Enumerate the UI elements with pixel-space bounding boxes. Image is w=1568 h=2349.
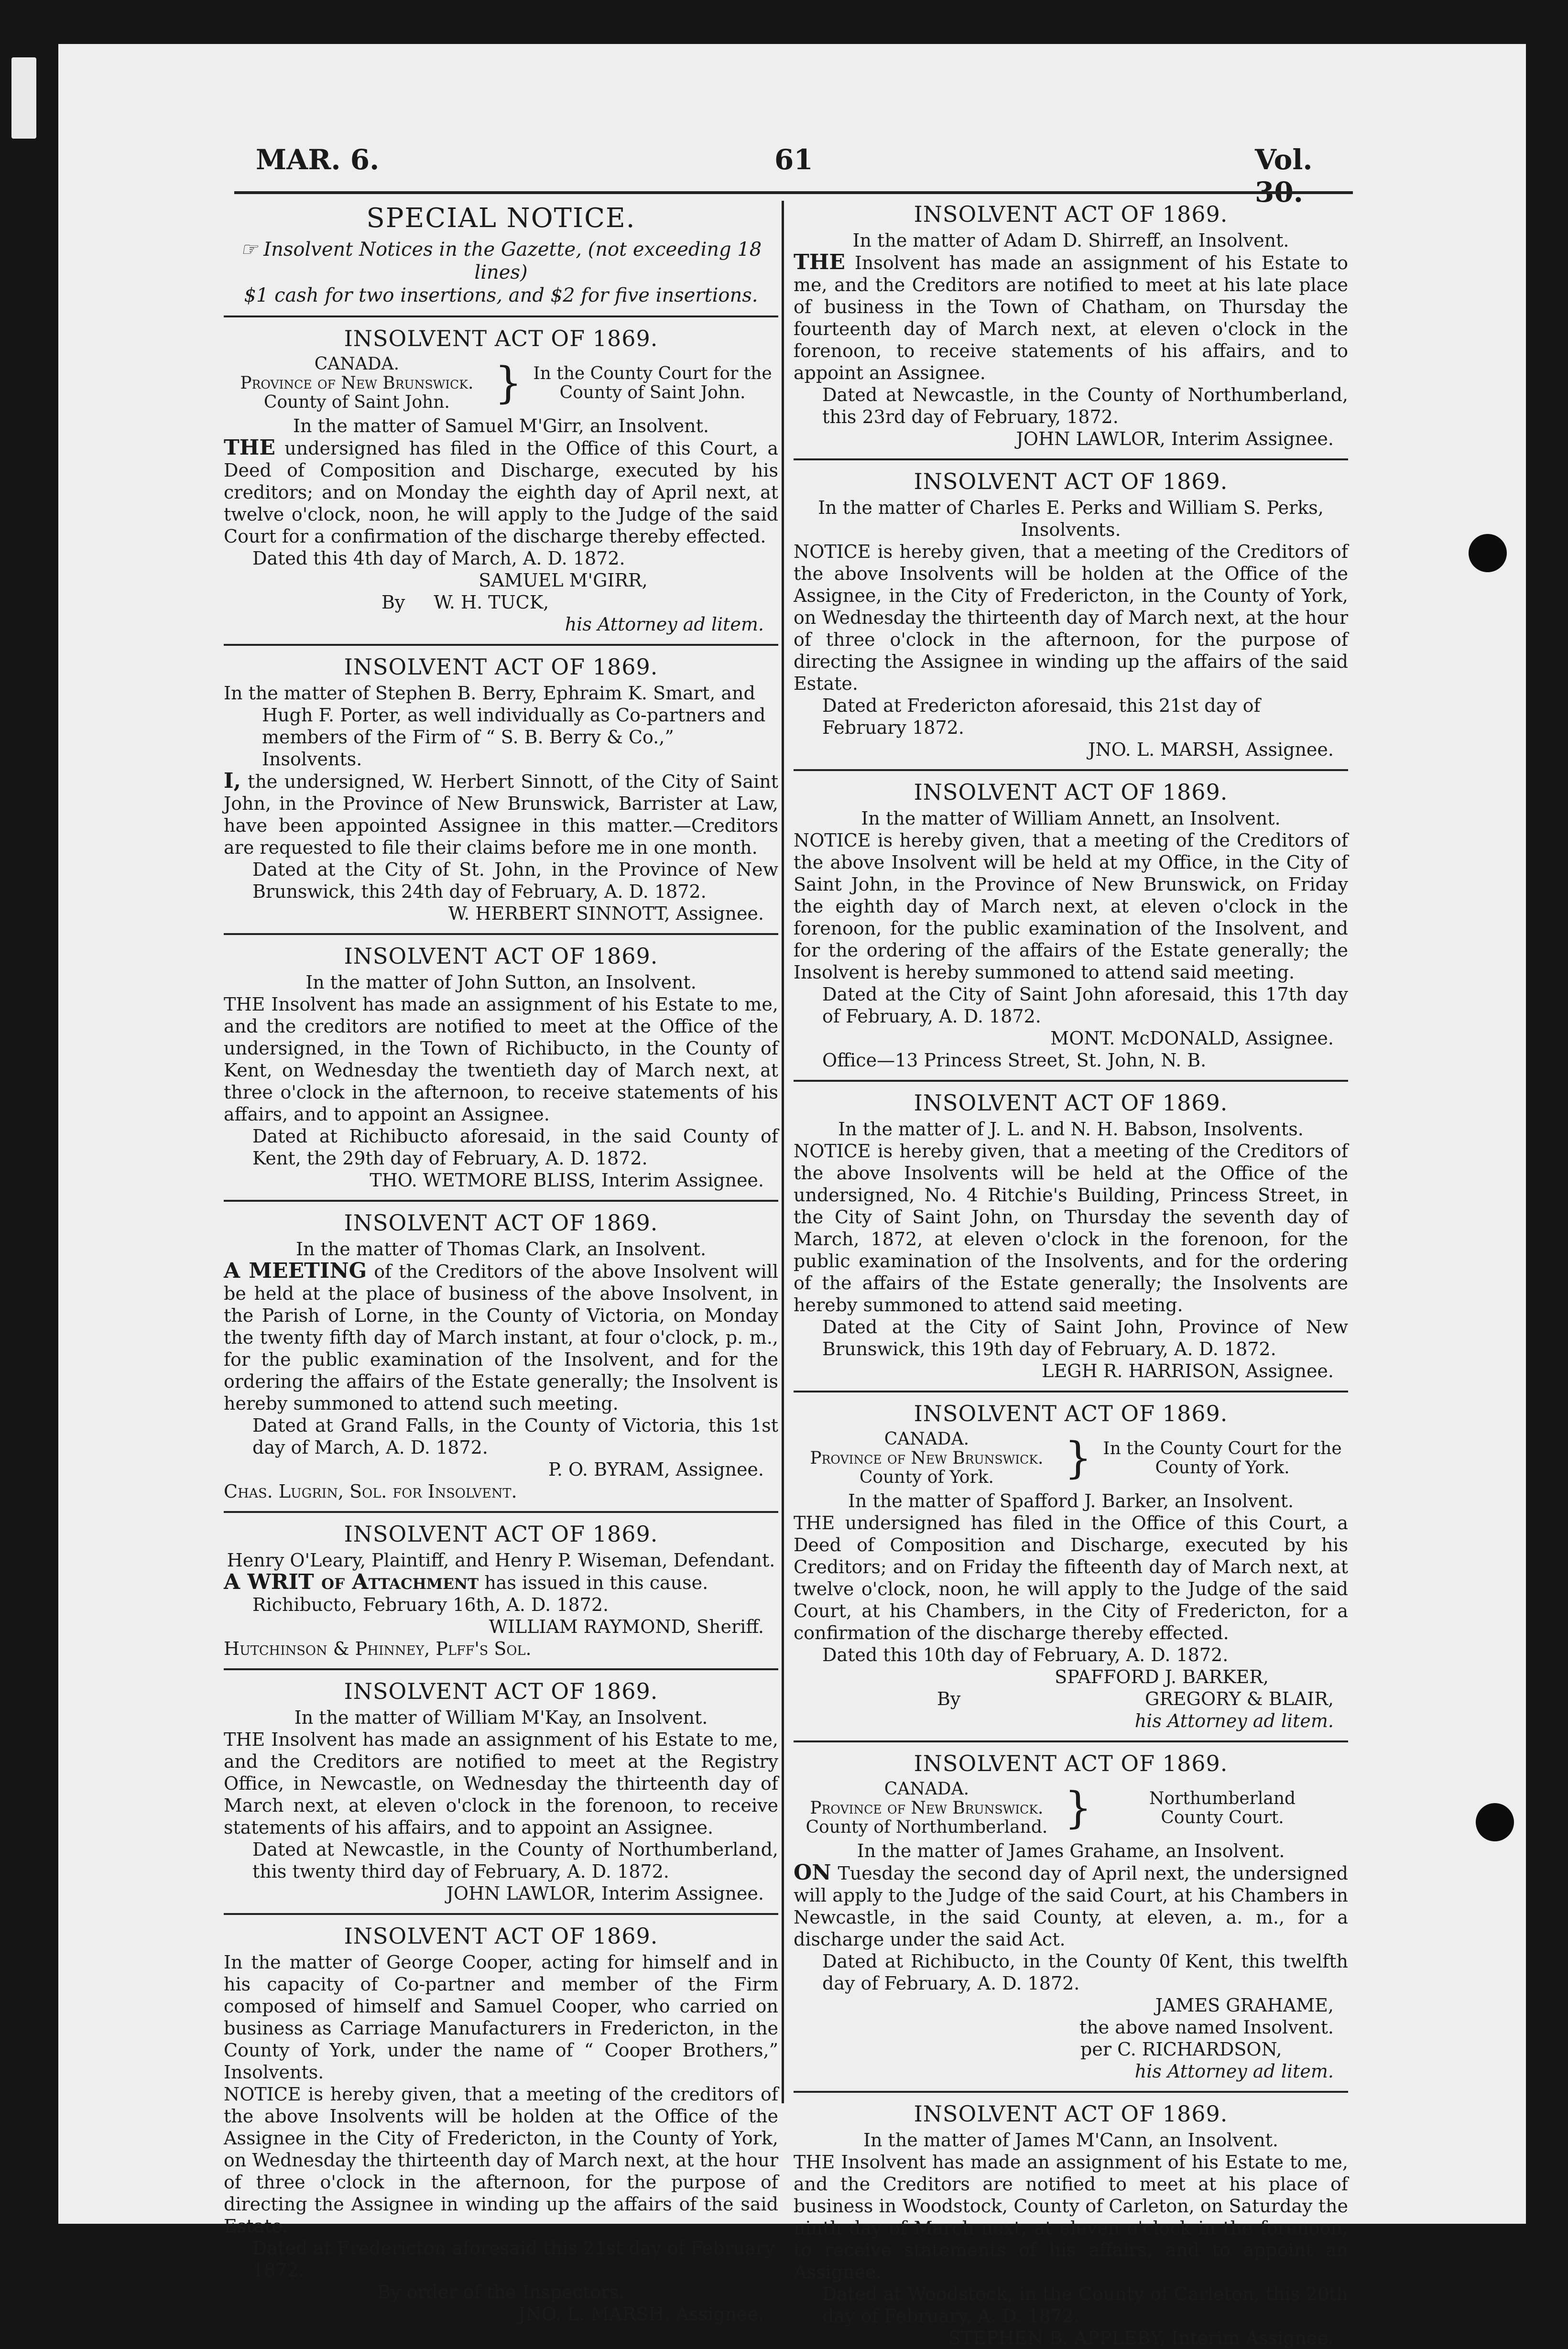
notice-matter: In the matter of James Grahame, an Insolvent. bbox=[857, 1840, 1285, 1861]
caption-province: Province of New Brunswick. bbox=[240, 373, 474, 393]
caption-county: County of Saint John. bbox=[263, 392, 450, 412]
notice-matter: In the matter of James M'Cann, an Insolvent. bbox=[863, 2130, 1279, 2151]
notice-body: undersigned has filed in the Office of this Court, a Deed of Composition and Discharge, executed by his creditors; and on Monday the eighth day of April next, at twelve o'clock, noon, he will apply to the Judge of the said Court for a confirmation of the discharge thereby effected. bbox=[224, 438, 778, 547]
divider bbox=[794, 2091, 1348, 2093]
notice-title: INSOLVENT ACT OF 1869. bbox=[914, 201, 1228, 227]
signature: W. HERBERT SINNOTT, Assignee. bbox=[448, 903, 764, 924]
notice-grahame bbox=[794, 1750, 1348, 2082]
notice-mgirr bbox=[224, 325, 778, 635]
signature: MONT. McDONALD, Assignee. bbox=[1050, 1028, 1334, 1049]
caption-court: Northumberland bbox=[1149, 1789, 1296, 1808]
notice-body: Tuesday the second day of April next, the undersigned will apply to the Judge of the said Court, at his Chambers in Newcastle, in the said County, at eleven, a. m., for a discharge under the said Act. bbox=[794, 1863, 1348, 1950]
notice-dated: Dated at Fredericton aforesaid this 21st day of February 1872. bbox=[252, 2238, 775, 2281]
notice-title: INSOLVENT ACT OF 1869. bbox=[344, 1521, 658, 1547]
header-date: MAR. 6. bbox=[256, 143, 380, 176]
caption-country: CANADA. bbox=[314, 354, 400, 374]
notice-matter: In the matter of Charles E. Perks and William S. Perks, Insolvents. bbox=[818, 497, 1324, 540]
notice-matter: In the matter of Spafford J. Barker, an Insolvent. bbox=[848, 1490, 1294, 1512]
lead-word: THE bbox=[224, 435, 275, 460]
caption-county: County of York. bbox=[859, 1468, 994, 1487]
punch-hole bbox=[1469, 534, 1507, 572]
notice-body: the undersigned, W. Herbert Sinnott, of the City of Saint John, in the Province of New Brunswick, Barrister at Law, have been appointed Assignee in this matter.—Creditors are requested to file their claims before me in one month. bbox=[224, 771, 778, 858]
caption-court-county: County of York. bbox=[1155, 1458, 1290, 1478]
per-label: per bbox=[1080, 2039, 1111, 2060]
signature: JOHN LAWLOR, Interim Assignee. bbox=[446, 1883, 764, 1904]
notice-dated: Dated at Woodstock, in the County of Carleton, this 20th day of February, A. D. 1872. bbox=[822, 2284, 1348, 2327]
caption-country: CANADA. bbox=[884, 1429, 969, 1449]
notice-dated: Dated at the City of Saint John, Province of New Brunswick, this 19th day of February, A. D. 1872. bbox=[822, 1316, 1348, 1359]
notice-title: INSOLVENT ACT OF 1869. bbox=[914, 1751, 1228, 1776]
notice-cooper bbox=[224, 1923, 778, 2325]
notice-matter: In the matter of William M'Kay, an Insolvent. bbox=[294, 1707, 708, 1728]
notice-perks bbox=[794, 468, 1348, 761]
notice-barker bbox=[794, 1400, 1348, 1732]
notice-body: THE Insolvent has made an assignment of his Estate to me, and the Creditors are notified to meet at his place of business in Woodstock, County of Carleton, on Saturday the ninth day of March next, at eleven o'clock in the forenoon, to receive statements of his affairs, and to appoint an Assignee. bbox=[794, 2152, 1348, 2283]
notice-oleary bbox=[224, 1521, 778, 1660]
signature: JAMES GRAHAME, bbox=[1155, 1995, 1334, 2016]
solicitor: Chas. Lugrin, Sol. for Insolvent. bbox=[224, 1481, 517, 1502]
special-notice-rates: $1 cash for two insertions, and $2 for five insertions. bbox=[244, 284, 758, 306]
signature: SPAFFORD J. BARKER, bbox=[1055, 1666, 1269, 1687]
lead-word: ON bbox=[794, 1860, 831, 1885]
caption-court-county: County of Saint John. bbox=[559, 383, 746, 402]
notice-matter: In the matter of Thomas Clark, an Insolvent. bbox=[295, 1239, 707, 1260]
by-label: By bbox=[381, 592, 405, 613]
signature: JNO. L. MARSH, Assignee. bbox=[1088, 739, 1334, 760]
notice-matter: In the matter of John Sutton, an Insolvent. bbox=[305, 972, 697, 993]
signature: THO. WETMORE BLISS, Interim Assignee. bbox=[370, 1170, 764, 1191]
divider bbox=[224, 1200, 778, 1202]
notice-dated: Dated this 10th day of February, A. D. 1872. bbox=[822, 1644, 1229, 1665]
notice-body: NOTICE is hereby given, that a meeting of the Creditors of the above Insolvents will be held at the Office of the undersigned, No. 4 Ritchie's Building, Princess Street, in the City of Saint John, on Thursday the seventh day of March, 1872, at eleven o'clock in the forenoon, for the public examination of the Insolvents, and for the ordering of the affairs of the Estate generally; the Insolvents are hereby summoned to attend said meeting. bbox=[794, 1141, 1348, 1316]
notice-dated: Dated at Newcastle, in the County of Northumberland, this twenty third day of February, A. D. 1872. bbox=[252, 1839, 778, 1882]
lead-word: A WRIT of Attachment bbox=[224, 1570, 479, 1594]
signature: SAMUEL M'GIRR, bbox=[479, 570, 648, 591]
special-notice-title: SPECIAL NOTICE. bbox=[366, 203, 636, 234]
signature: P. O. BYRAM, Assignee. bbox=[548, 1459, 764, 1480]
attorney-role: his Attorney ad litem. bbox=[1134, 2061, 1334, 2082]
caption-country: CANADA. bbox=[884, 1779, 969, 1799]
caption-county: County of Northumberland. bbox=[806, 1817, 1048, 1837]
notice-berry bbox=[224, 653, 778, 924]
right-column bbox=[794, 201, 1348, 2349]
signature-role: the above named Insolvent. bbox=[1079, 2017, 1334, 2038]
signature: WILLIAM RAYMOND, Sheriff. bbox=[489, 1616, 764, 1637]
column-rule bbox=[782, 201, 784, 2103]
notice-body: NOTICE is hereby given, that a meeting of the Creditors of the above Insolvent will be held at my Office, in the City of Saint John, in the Province of New Brunswick, on Friday the eighth day of March next, at eleven o'clock in the forenoon, for the public examination of the Insolvent, and for the ordering of the affairs of the Estate generally; the Insolvent is hereby summoned to attend said meeting. bbox=[794, 830, 1348, 983]
notice-matter: In the matter of Stephen B. Berry, Ephraim K. Smart, and Hugh F. Porter, as well individually as Co-partners and members of the Firm of “ S. B. Berry & Co.,” Insolvents. bbox=[224, 683, 766, 770]
notice-clark bbox=[224, 1209, 778, 1502]
notice-body: NOTICE is hereby given, that a meeting of the Creditors of the above Insolvents will be holden at the Office of the Assignee, in the City of Fredericton, in the County of York, on Wednesday the thirteenth day of March next, at the hour of three o'clock in the afternoon, for the purpose of directing the Assignee in winding up the affairs of the said Estate. bbox=[794, 541, 1348, 694]
notice-mkay bbox=[224, 1678, 778, 1904]
notice-body: Insolvent has made an assignment of his Estate to me, and the Creditors are notified to meet at his late place of business in the Town of Chatham, on Thursday the fourteenth day of March next, at eleven o'clock in the forenoon, to receive statements of his affairs, and to appoint an Assignee. bbox=[794, 252, 1348, 383]
divider bbox=[224, 1913, 778, 1915]
notice-dated: Dated at Newcastle, in the County of Northumberland, this 23rd day of February, 1872. bbox=[822, 384, 1348, 427]
caption-province: Province of New Brunswick. bbox=[810, 1448, 1044, 1468]
signature: STEPHEN B. APPLEBY, Interim Assignee. bbox=[948, 2327, 1334, 2349]
notice-title: INSOLVENT ACT OF 1869. bbox=[914, 2101, 1228, 2127]
notice-matter: In the matter of J. L. and N. H. Babson, Insolvents. bbox=[838, 1119, 1304, 1140]
notice-body: THE undersigned has filed in the Office of this Court, a Deed of Composition and Discharge, executed by his Creditors; and on Friday the fifteenth day of March next, at twelve o'clock, noon, he will apply to the Judge of the said Court, at his Chambers, in the City of Fredericton, for a confirmation of the discharge thereby effected. bbox=[794, 1512, 1348, 1643]
notice-matter: In the matter of William Annett, an Insolvent. bbox=[861, 808, 1281, 829]
notice-title: INSOLVENT ACT OF 1869. bbox=[914, 779, 1228, 805]
notice-title: INSOLVENT ACT OF 1869. bbox=[914, 1401, 1228, 1426]
brace-glyph: } bbox=[1064, 1783, 1092, 1833]
divider bbox=[224, 1511, 778, 1513]
notice-title: INSOLVENT ACT OF 1869. bbox=[344, 1923, 658, 1949]
divider bbox=[224, 644, 778, 646]
lead-word: I, bbox=[224, 769, 241, 793]
lead-word: A MEETING bbox=[224, 1259, 367, 1283]
page-number: 61 bbox=[774, 143, 813, 176]
left-column bbox=[224, 201, 778, 2325]
notice-matter: In the matter of George Cooper, acting for himself and in his capacity of Co-partner and member of the Firm composed of himself and Samuel Cooper, who carried on business as Carriage Manufacturers in Fredericton, in the County of York, under the name of “ Cooper Brothers,” Insolvents. bbox=[224, 1952, 778, 2083]
attorney-role: his Attorney ad litem. bbox=[565, 614, 764, 635]
notice-body: of the Creditors of the above Insolvent will be held at the place of business of the above Insolvent, in the Parish of Lorne, in the County of Victoria, on Monday the twenty fifth day of March instant, at four o'clock, p. m., for the public examination of the Insolvent, and for the ordering the affairs of the Estate generally; the Insolvent is hereby summoned to attend such meeting. bbox=[224, 1261, 778, 1414]
by-label: By bbox=[937, 1688, 961, 1709]
header-rule bbox=[234, 191, 1353, 194]
caption-court: In the County Court for the bbox=[533, 364, 772, 383]
notice-body: NOTICE is hereby given, that a meeting of the creditors of the above Insolvents will be holden at the Office of the Assignee in the City of Fredericton, in the County of York, on Wednesday the thirteenth day of March next, at the hour of three o'clock in the afternoon, for the purpose of directing the Assignee in winding up the affairs of the said Estate. bbox=[224, 2084, 778, 2237]
signature: JNO. L. MARSH, Assignee. bbox=[518, 2304, 764, 2325]
notice-body: has issued in this cause. bbox=[479, 1572, 708, 1593]
notice-title: INSOLVENT ACT OF 1869. bbox=[344, 326, 658, 351]
page-header bbox=[196, 143, 1355, 208]
signature: JOHN LAWLOR, Interim Assignee. bbox=[1016, 428, 1334, 449]
notice-body: THE Insolvent has made an assignment of his Estate to me, and the creditors are notified to meet at the Office of the undersigned, in the Town of Richibucto, in the County of Kent, on Wednesday the twentieth day of March next, at three o'clock in the afternoon, to receive statements of his affairs, and to appoint an Assignee. bbox=[224, 994, 778, 1125]
notice-body: THE Insolvent has made an assignment of his Estate to me, and the Creditors are notified to meet at the Registry Office, in Newcastle, on Wednesday the thirteenth day of March next, at eleven o'clock in the forenoon, to receive statements of his affairs, and to appoint an Assignee. bbox=[224, 1729, 778, 1838]
office-address: Office—13 Princess Street, St. John, N. B. bbox=[822, 1050, 1207, 1071]
notice-matter: In the matter of Samuel M'Girr, an Insolvent. bbox=[293, 415, 709, 436]
notice-title: INSOLVENT ACT OF 1869. bbox=[344, 654, 658, 680]
notice-dated: Richibucto, February 16th, A. D. 1872. bbox=[252, 1594, 609, 1615]
caption-court: In the County Court for the bbox=[1103, 1439, 1342, 1458]
notice-order: By order of the Inspectors. bbox=[377, 2282, 625, 2303]
notice-title: INSOLVENT ACT OF 1869. bbox=[344, 1678, 658, 1704]
notice-dated: Dated at the City of Saint John aforesaid, this 17th day of February, A. D. 1872. bbox=[822, 984, 1348, 1027]
notice-dated: Dated this 4th day of March, A. D. 1872. bbox=[252, 548, 625, 569]
signature: LEGH R. HARRISON, Assignee. bbox=[1042, 1360, 1334, 1381]
divider bbox=[794, 769, 1348, 771]
notice-shirreff bbox=[794, 201, 1348, 450]
caption-court-county: County Court. bbox=[1161, 1808, 1284, 1827]
divider bbox=[794, 1391, 1348, 1392]
notice-parties: Henry O'Leary, Plaintiff, and Henry P. Wiseman, Defendant. bbox=[227, 1550, 775, 1571]
lead-word: THE bbox=[794, 250, 845, 274]
divider bbox=[224, 1668, 778, 1670]
attorney-name: GREGORY & BLAIR, bbox=[1144, 1688, 1334, 1709]
page-tab bbox=[11, 57, 36, 139]
notice-dated: Dated at Fredericton aforesaid, this 21st day of February 1872. bbox=[822, 695, 1261, 738]
divider bbox=[794, 1080, 1348, 1082]
brace-glyph: } bbox=[494, 358, 523, 408]
divider bbox=[224, 933, 778, 935]
brace-glyph: } bbox=[1064, 1433, 1092, 1483]
notice-mccann bbox=[794, 2100, 1348, 2349]
notice-title: INSOLVENT ACT OF 1869. bbox=[344, 943, 658, 969]
divider bbox=[224, 315, 778, 317]
notice-title: INSOLVENT ACT OF 1869. bbox=[914, 1090, 1228, 1116]
court-caption bbox=[794, 1430, 1348, 1487]
court-caption bbox=[224, 355, 778, 412]
notice-title: INSOLVENT ACT OF 1869. bbox=[914, 468, 1228, 494]
notice-babson bbox=[794, 1089, 1348, 1382]
attorney-role: his Attorney ad litem. bbox=[1134, 1710, 1334, 1731]
attorney-name: C. RICHARDSON, bbox=[1117, 2039, 1282, 2060]
notice-dated: Dated at the City of St. John, in the Province of New Brunswick, this 24th day of February, A. D. 1872. bbox=[252, 859, 778, 902]
court-caption bbox=[794, 1780, 1348, 1837]
notice-annett bbox=[794, 779, 1348, 1071]
divider bbox=[794, 458, 1348, 460]
notice-matter: In the matter of Adam D. Shirreff, an Insolvent. bbox=[852, 230, 1289, 251]
volume-number: Vol. 30. bbox=[1255, 143, 1313, 208]
special-notice-terms: ☞ Insolvent Notices in the Gazette, (not exceeding 18 lines) bbox=[240, 239, 762, 283]
caption-province: Province of New Brunswick. bbox=[810, 1798, 1044, 1818]
notice-sutton bbox=[224, 943, 778, 1191]
notice-dated: Dated at Grand Falls, in the County of Victoria, this 1st day of March, A. D. 1872. bbox=[252, 1415, 778, 1458]
notice-dated: Dated at Richibucto, in the County 0f Kent, this twelfth day of February, A. D. 1872. bbox=[822, 1951, 1348, 1994]
attorney-name: W. H. TUCK, bbox=[434, 592, 549, 613]
divider bbox=[794, 1740, 1348, 1742]
punch-hole bbox=[1476, 1803, 1514, 1841]
notice-title: INSOLVENT ACT OF 1869. bbox=[344, 1210, 658, 1236]
notice-dated: Dated at Richibucto aforesaid, in the said County of Kent, the 29th day of February, A. D. 1872. bbox=[252, 1126, 778, 1169]
solicitor: Hutchinson & Phinney, Plff's Sol. bbox=[224, 1638, 532, 1659]
